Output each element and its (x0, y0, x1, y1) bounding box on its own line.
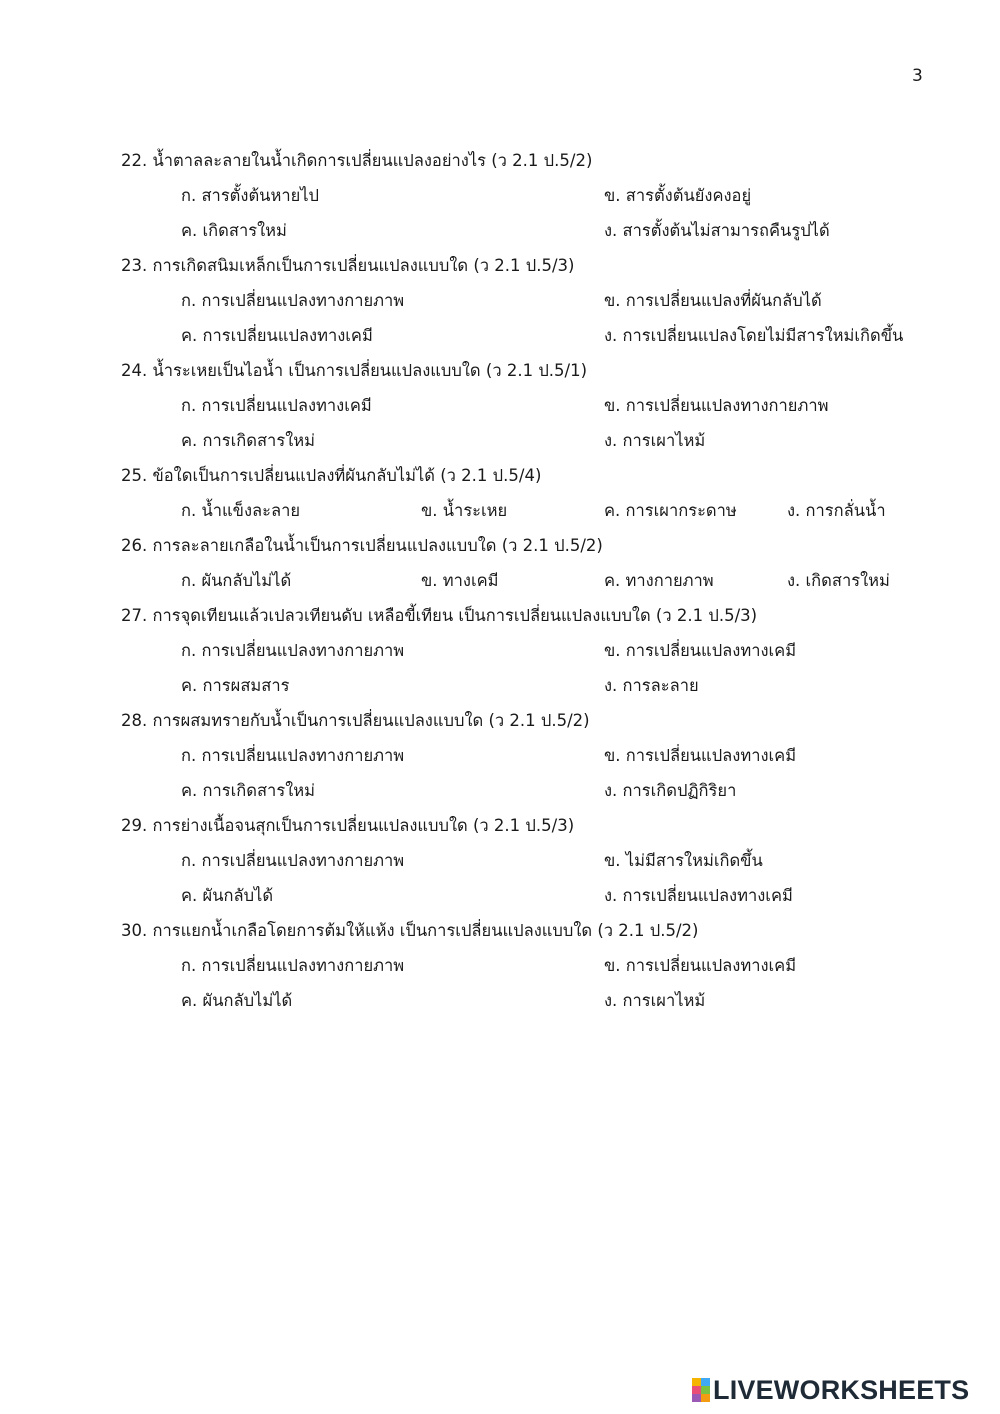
question-list (121, 146, 941, 1021)
option-a[interactable]: ก. สารตั้งต้นหายไป (181, 186, 320, 205)
option-a[interactable]: ก. การเปลี่ยนแปลงทางกายภาพ (181, 851, 405, 870)
option-d[interactable]: ง. การละลาย (604, 676, 699, 695)
question-30 (121, 916, 941, 1021)
option-a[interactable]: ก. การเปลี่ยนแปลงทางกายภาพ (181, 641, 405, 660)
question-stem: 24. น้ำระเหยเป็นไอน้ำ เป็นการเปลี่ยนแปลงแบบใด (ว 2.1 ป.5/1) (121, 361, 588, 380)
question-29 (121, 811, 941, 916)
question-22 (121, 146, 941, 251)
logo-text: LIVEWORKSHEETS (713, 1374, 970, 1405)
question-stem: 30. การแยกน้ำเกลือโดยการต้มให้แห้ง เป็นการเปลี่ยนแปลงแบบใด (ว 2.1 ป.5/2) (121, 921, 699, 940)
option-b[interactable]: ข. การเปลี่ยนแปลงทางเคมี (604, 746, 797, 765)
option-row (121, 391, 941, 426)
option-b[interactable]: ข. การเปลี่ยนแปลงที่ผันกลับได้ (604, 291, 822, 310)
page-number: 3 (912, 66, 923, 86)
option-b[interactable]: ข. การเปลี่ยนแปลงทางเคมี (604, 641, 797, 660)
option-b[interactable]: ข. สารตั้งต้นยังคงอยู่ (604, 186, 752, 205)
option-row (121, 741, 941, 776)
option-row (121, 951, 941, 986)
option-row (121, 986, 941, 1021)
question-stem: 23. การเกิดสนิมเหล็กเป็นการเปลี่ยนแปลงแบบใด (ว 2.1 ป.5/3) (121, 256, 575, 275)
option-c[interactable]: ค. การเกิดสารใหม่ (181, 431, 315, 450)
option-d[interactable]: ง. สารตั้งต้นไม่สามารถคืนรูปได้ (604, 221, 830, 240)
option-d[interactable]: ง. การเปลี่ยนแปลงโดยไม่มีสารใหม่เกิดขึ้น (604, 326, 904, 345)
question-stem: 25. ข้อใดเป็นการเปลี่ยนแปลงที่ผันกลับไม่ได้ (ว 2.1 ป.5/4) (121, 466, 542, 485)
option-a[interactable]: ก. น้ำแข็งละลาย (181, 501, 301, 520)
question-stem: 22. น้ำตาลละลายในน้ำเกิดการเปลี่ยนแปลงอย่างไร (ว 2.1 ป.5/2) (121, 151, 593, 170)
question-stem: 26. การละลายเกลือในน้ำเป็นการเปลี่ยนแปลงแบบใด (ว 2.1 ป.5/2) (121, 536, 603, 555)
option-a[interactable]: ก. การเปลี่ยนแปลงทางกายภาพ (181, 291, 405, 310)
question-stem: 29. การย่างเนื้อจนสุกเป็นการเปลี่ยนแปลงแบบใด (ว 2.1 ป.5/3) (121, 816, 575, 835)
question-stem: 28. การผสมทรายกับน้ำเป็นการเปลี่ยนแปลงแบบใด (ว 2.1 ป.5/2) (121, 711, 590, 730)
option-c[interactable]: ค. การเผากระดาษ (604, 501, 737, 520)
option-b[interactable]: ข. การเปลี่ยนแปลงทางเคมี (604, 956, 797, 975)
option-c[interactable]: ค. ผันกลับไม่ได้ (181, 991, 293, 1010)
option-row (121, 776, 941, 811)
option-a[interactable]: ก. ผันกลับไม่ได้ (181, 571, 292, 590)
option-b[interactable]: ข. การเปลี่ยนแปลงทางกายภาพ (604, 396, 829, 415)
option-b[interactable]: ข. น้ำระเหย (421, 501, 508, 520)
logo-mark-icon (692, 1378, 710, 1402)
option-d[interactable]: ง. การเกิดปฏิกิริยา (604, 781, 737, 800)
option-c[interactable]: ค. ทางกายภาพ (604, 571, 714, 590)
option-row (121, 636, 941, 671)
option-row (121, 181, 941, 216)
question-27 (121, 601, 941, 706)
question-stem: 27. การจุดเทียนแล้วเปลวเทียนดับ เหลือขี้เทียน เป็นการเปลี่ยนแปลงแบบใด (ว 2.1 ป.5/3) (121, 606, 758, 625)
option-row (121, 216, 941, 251)
option-d[interactable]: ง. การเผาไหม้ (604, 991, 706, 1010)
option-a[interactable]: ก. การเปลี่ยนแปลงทางกายภาพ (181, 956, 405, 975)
option-row (121, 426, 941, 461)
option-c[interactable]: ค. ผันกลับได้ (181, 886, 274, 905)
option-d[interactable]: ง. การกลั่นน้ำ (787, 501, 886, 520)
option-row (121, 496, 941, 531)
option-d[interactable]: ง. การเปลี่ยนแปลงทางเคมี (604, 886, 793, 905)
option-b[interactable]: ข. ไม่มีสารใหม่เกิดขึ้น (604, 851, 763, 870)
option-row (121, 286, 941, 321)
liveworksheets-logo[interactable] (692, 1374, 969, 1406)
option-c[interactable]: ค. การเปลี่ยนแปลงทางเคมี (181, 326, 373, 345)
option-b[interactable]: ข. ทางเคมี (421, 571, 499, 590)
question-25 (121, 461, 941, 531)
option-a[interactable]: ก. การเปลี่ยนแปลงทางเคมี (181, 396, 372, 415)
question-26 (121, 531, 941, 601)
option-row (121, 846, 941, 881)
option-c[interactable]: ค. การผสมสาร (181, 676, 290, 695)
question-24 (121, 356, 941, 461)
option-c[interactable]: ค. เกิดสารใหม่ (181, 221, 287, 240)
option-a[interactable]: ก. การเปลี่ยนแปลงทางกายภาพ (181, 746, 405, 765)
option-c[interactable]: ค. การเกิดสารใหม่ (181, 781, 315, 800)
option-row (121, 881, 941, 916)
option-d[interactable]: ง. เกิดสารใหม่ (787, 571, 890, 590)
option-row (121, 321, 941, 356)
question-28 (121, 706, 941, 811)
question-23 (121, 251, 941, 356)
option-row (121, 566, 941, 601)
option-d[interactable]: ง. การเผาไหม้ (604, 431, 706, 450)
option-row (121, 671, 941, 706)
